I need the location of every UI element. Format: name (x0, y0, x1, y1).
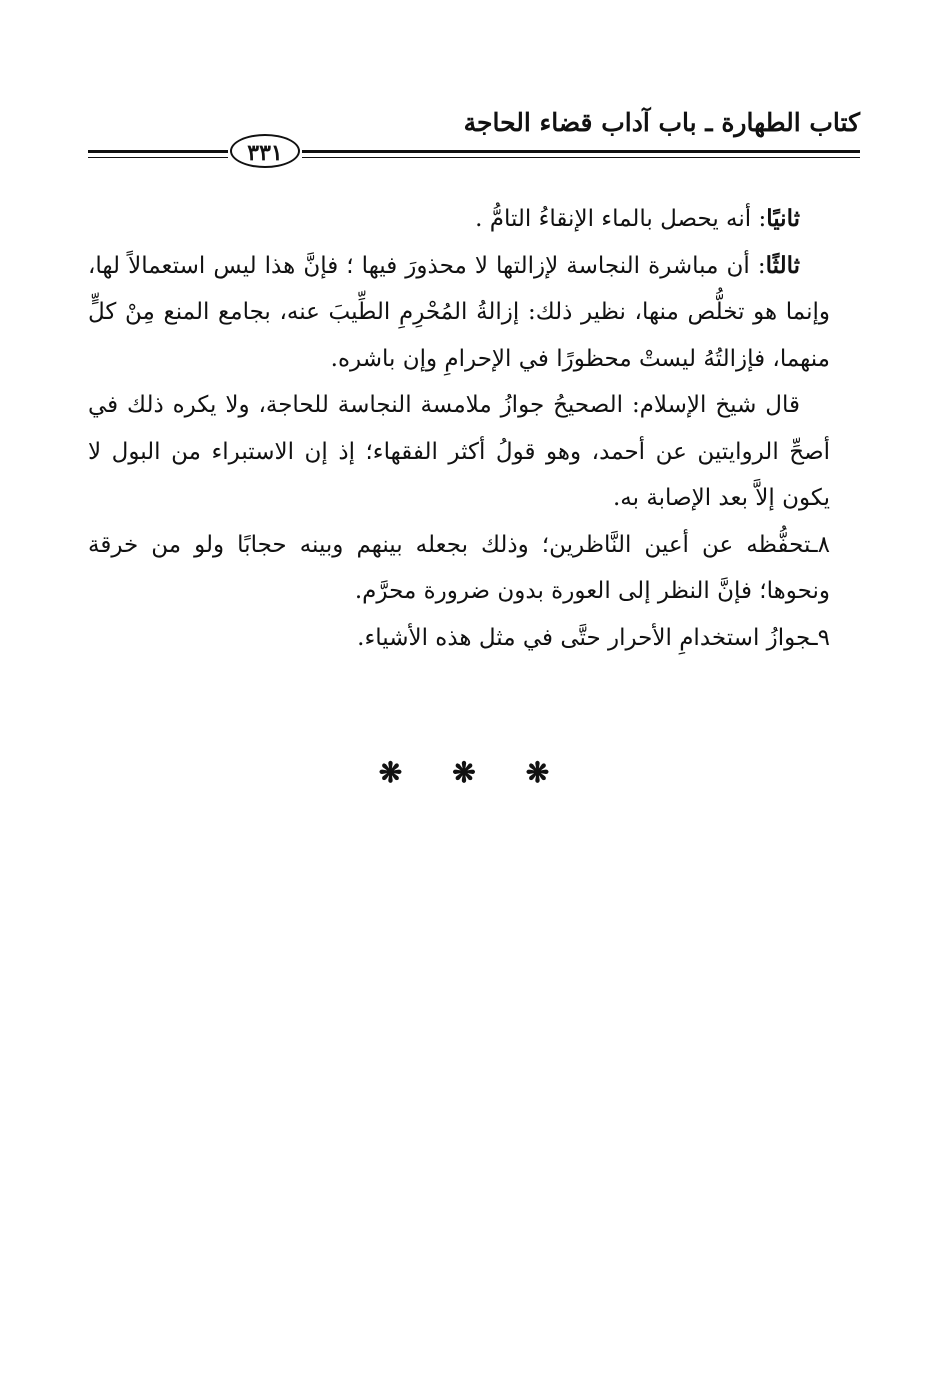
section-separator (0, 756, 948, 789)
paragraph-label: ثانيًا (766, 205, 800, 232)
paragraph-secondly (88, 196, 830, 243)
paragraph-text: : أنه يحصل بالماء الإنقاءُ التامُّ . (475, 206, 767, 232)
paragraph-label: ثالثًا (765, 251, 800, 279)
list-item-9 (88, 615, 830, 662)
list-item-text: جوازُ استخدامِ الأحرار حتَّى في مثل هذه الأشياء. (357, 624, 811, 651)
running-title: كتاب الطهارة ـ باب آداب قضاء الحاجة (463, 108, 860, 137)
header-rule-left (88, 150, 228, 153)
main-text (88, 196, 830, 661)
separator-star-icon: ❋ (525, 756, 570, 789)
list-item-number: ٩ـ (810, 624, 830, 651)
list-item-8 (88, 522, 830, 615)
separator-star-icon: ❋ (378, 756, 423, 789)
separator-star-icon: ❋ (452, 756, 496, 789)
list-item-number: ٨ـ (810, 531, 830, 558)
page-number: ٣٣١ (230, 134, 300, 168)
paragraph-thirdly (88, 243, 830, 383)
paragraph-quote: قال شيخ الإسلام: الصحيحُ جوازُ ملامسة النجاسة للحاجة، ولا يكره ذلك في أصحِّ الروايتين عن أحمد، وهو قولُ أكثر الفقهاء؛ إذ إن الاستبراء من البول لا يكون إلاَّ بعد الإصابة به. (88, 392, 830, 511)
paragraph-text: : أن مباشرة النجاسة لإزالتها لا محذورَ فيها ؛ فإنَّ هذا ليس استعمالاً لها، وإنما هو تخلُّص منها، نظير ذلك: إزالةُ المُحْرِمِ الطِّيبَ عنه، بجامع المنع مِنْ كلٍّ منهما، فإزالتُهُ ليستْ محظورًا في الإحرامِ وإن باشره. (88, 252, 830, 372)
list-item-text: تحفُّظه عن أعين النَّاظرين؛ وذلك بجعله بينهم وبينه حجابًا ولو من خرقة ونحوها؛ فإنَّ النظر إلى العورة بدون ضرورة محرَّم. (88, 531, 830, 604)
header-rule-right (302, 150, 860, 153)
